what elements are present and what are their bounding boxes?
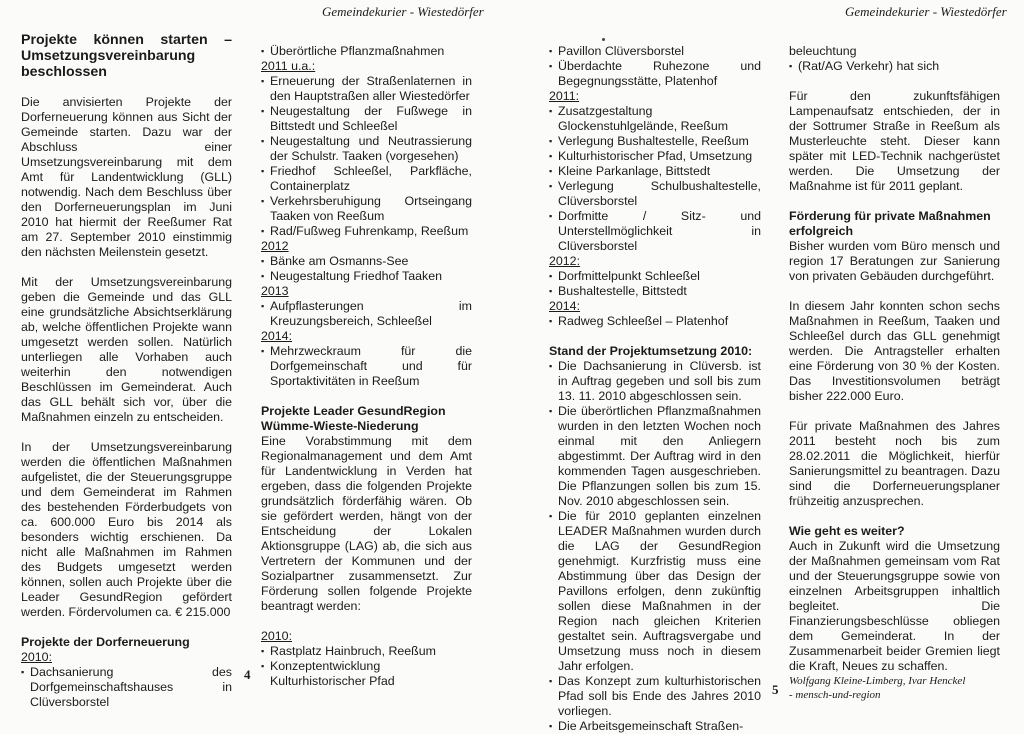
list-item: ▪ Konzeptentwicklung Kulturhistorischer Pfad — [261, 659, 472, 689]
paragraph: Für private Maßnahmen des Jahres 2011 besteht noch bis zum 28.02.2011 die Möglichkeit, hierfür Sanierungsmittel zu beantragen. Dazu sind die Dorferneuerungsplaner frühzeitig anzusprechen. — [789, 419, 1000, 508]
paragraph: Die anvisierten Projekte der Dorferneuerung können aus Sicht der Gemeinde starten. Dazu war der Abschluss einer Umsetzungsvereinbarung mit dem Amt für Landentwicklung (GLL) notwendig. Nach dem Beschluss über den Dorferneuerungsplan im Juni 2010 hat hiermit der Reeßumer Rat am 27. September 2010 einstimmig den nächsten Meilenstein gesetzt. — [21, 95, 232, 259]
signature-authors: Wolfgang Kleine-Limberg, Ivar Henckel — [789, 675, 966, 687]
list-item: ▪ Mehrzweckraum für die Dorfgemeinschaft und für Sportaktivitäten in Reeßum — [261, 344, 472, 389]
column-2 — [261, 44, 472, 689]
list-item: ▪ Bänke am Osmanns-See — [261, 254, 472, 269]
list-item: ▪ Radweg Schleeßel – Platenhof — [549, 314, 761, 329]
signature-organization: - mensch-und-region — [789, 689, 881, 701]
list-item: ▪ Friedhof Schleeßel, Parkfläche, Containerplatz — [261, 164, 472, 194]
list-item: ▪ Überörtliche Pflanzmaßnahmen — [261, 44, 472, 59]
paragraph: In der Umsetzungsvereinbarung werden die öffentlichen Maßnahmen aufgelistet, die der Steuerungsgruppe und dem Gemeinderat im Rahmen des bestehenden Förderbudgets von ca. 600.000 Euro bis 2014 als besonders wichtig erschienen. Da nicht alle Maßnahmen im Rahmen des Budgets umgesetzt werden können, sollen auch Projekte über die Leader GesundRegion gefördert werden. Fördervolumen ca. € 215.000 — [21, 440, 232, 619]
list-item: ▪ Erneuerung der Straßenlaternen in den Hauptstraßen aller Wiestedörfer — [261, 74, 472, 104]
paragraph: Mit der Umsetzungsvereinbarung geben die Gemeinde und das GLL eine grundsätzliche Absichtserklärung ab, welche öffentlichen Projekte wann umgesetzt werden sollen. Natürlich unterliegen alle Vorhaben auch weiterhin den notwendigen Beschlüssen im Gemeinderat. Auch das GLL behält sich vor, über die Maßnahmen einzeln zu entscheiden. — [21, 275, 232, 424]
list-item: ▪ Zusatzgestaltung Glockenstuhlgelände, Reeßum — [549, 104, 761, 134]
text-line: beleuchtung — [789, 44, 857, 58]
year-label: 2010: — [261, 629, 293, 643]
list-item: ▪ Kleine Parkanlage, Bittstedt — [549, 164, 761, 179]
list-item: ▪ Das Konzept zum kulturhistorischen Pfad soll bis Ende des Jahres 2010 vorliegen. — [549, 674, 761, 719]
column-3 — [549, 44, 761, 734]
list-item: ▪ Die Dachsanierung in Clüversb. ist in Auftrag gegeben und soll bis zum 13. 11. 2010 abgeschlossen sein. — [549, 359, 761, 404]
section-heading: Förderung für private Maßnahmen erfolgreich — [789, 209, 991, 238]
list-item: ▪ Dachsanierung des Dorfgemeinschaftshauses in Clüversborstel — [21, 665, 232, 710]
year-label: 2010: — [21, 650, 53, 664]
list-item: ▪ Überdachte Ruhezone und Begegnungsstätte, Platenhof — [549, 59, 761, 89]
page-header-left: Gemeindekurier - Wiestedörfer — [322, 4, 484, 19]
column-4 — [789, 44, 1000, 702]
list-item: ▪ Dorfmittelpunkt Schleeßel — [549, 269, 761, 284]
list-item: ▪ Neugestaltung der Fußwege in Bittstedt und Schleeßel — [261, 104, 472, 134]
list-item: ▪ Rad/Fußweg Fuhrenkamp, Reeßum — [261, 224, 472, 239]
list-item: ▪ Kulturhistorischer Pfad, Umsetzung — [549, 149, 761, 164]
list-item: ▪ Pavillon Clüversborstel — [549, 44, 761, 59]
list-item: ▪ Dorfmitte / Sitz- und Unterstellmöglichkeit in Clüversborstel — [549, 209, 761, 254]
list-item: ▪ Verlegung Schulbushaltestelle, Clüversborstel — [549, 179, 761, 209]
list-item: ▪ Rastplatz Hainbruch, Reeßum — [261, 644, 472, 659]
year-label: 2014: — [261, 329, 293, 343]
paragraph: Auch in Zukunft wird die Umsetzung der Maßnahmen gemeinsam vom Rat und der Steuerungsgruppe sowie von einzelnen Arbeitsgruppen inhaltlich begleitet. Die Finanzierungsbeschlüsse obliegen dem Gemeinderat. In der Zusammenarbeit beider Gremien liegt die Kraft, Neues zu schaffen. — [789, 539, 1000, 673]
list-item: ▪ Verkehrsberuhigung Ortseingang Taaken von Reeßum — [261, 194, 472, 224]
list-item: ▪ Neugestaltung Friedhof Taaken — [261, 269, 472, 284]
list-item: ▪ Die überörtlichen Pflanzmaßnahmen wurden in den letzten Wochen noch einmal mit den Anliegern abgestimmt. Der Auftrag wird in den kommenden Tagen ausgeschrieben. Die Pflanzungen sollen bis zum 15. Nov. 2010 abgeschlossen sein. — [549, 404, 761, 509]
year-label: 2012 — [261, 239, 289, 253]
page-number-left: 4 — [244, 667, 251, 682]
section-heading: Projekte der Dorferneuerung — [21, 635, 190, 649]
section-heading: Projekte Leader GesundRegion Wümme-Wieste-Niederung — [261, 404, 446, 433]
page-number-right: 5 — [772, 682, 779, 697]
list-item: ▪ (Rat/AG Verkehr) hat sich — [789, 59, 1000, 74]
list-item: ▪ Neugestaltung und Neutrassierung der Schulstr. Taaken (vorgesehen) — [261, 134, 472, 164]
section-heading: Wie geht es weiter? — [789, 524, 905, 538]
year-label: 2012: — [549, 254, 581, 268]
list-item: ▪ Aufpflasterungen im Kreuzungsbereich, Schleeßel — [261, 299, 472, 329]
scan-dot — [602, 38, 605, 41]
column-1 — [21, 32, 232, 710]
list-item: ▪ Die für 2010 geplanten einzelnen LEADER Maßnahmen wurden durch die LAG der GesundRegion genehmigt. Kurzfristig muss eine Abstimmung über das Design der Pavillons erfolgen, denn zukünftig sollen diese Maßnahmen in der Region nach gleichen Kriterien gestaltet sein. Auftragsvergabe und Umsetzung muss noch in diesem Jahr erfolgen. — [549, 509, 761, 674]
page-header-right: Gemeindekurier - Wiestedörfer — [845, 4, 1007, 19]
paragraph: In diesem Jahr konnten schon sechs Maßnahmen in Reeßum, Taaken und Schleeßel durch das GLL genehmigt werden. Die Antragsteller erhalten eine Förderung von 30 % der Kosten. Das Investitionsvolumen beträgt bisher 222.000 Euro. — [789, 299, 1000, 403]
article-title: Projekte können starten – Umsetzungsvereinbarung beschlossen — [21, 32, 232, 80]
list-item: ▪ Die Arbeitsgemeinschaft Straßen- — [549, 719, 761, 734]
year-label: 2014: — [549, 299, 581, 313]
year-label: 2011 u.a.: — [261, 59, 316, 73]
list-item: ▪ Verlegung Bushaltestelle, Reeßum — [549, 134, 761, 149]
year-label: 2011: — [549, 89, 580, 103]
paragraph: Für den zukunftsfähigen Lampenaufsatz entschieden, der in der Sottrumer Straße in Reeßum als Musterleuchte steht. Dieser kann später mit LED-Technik nachgerüstet werden. Die Umsetzung der Maßnahme ist für 2011 geplant. — [789, 89, 1000, 193]
paragraph: Eine Vorabstimmung mit dem Regionalmanagement und dem Amt für Landentwicklung in Verden hat ergeben, dass die folgenden Projekte grundsätzlich förderfähig wären. Ob sie gefördert werden, hängt von der Entscheidung der Lokalen Aktionsgruppe (LAG) ab, die sich aus Vertretern der Kommunen und der Sozialpartner zusammensetzt. Zur Förderung sollen folgende Projekte beantragt werden: — [261, 434, 472, 613]
year-label: 2013 — [261, 284, 289, 298]
section-heading: Stand der Projektumsetzung 2010: — [549, 344, 753, 358]
list-item: ▪ Bushaltestelle, Bittstedt — [549, 284, 761, 299]
paragraph: Bisher wurden vom Büro mensch und region 17 Beratungen zur Sanierung von privaten Gebäuden durchgeführt. — [789, 239, 1000, 283]
